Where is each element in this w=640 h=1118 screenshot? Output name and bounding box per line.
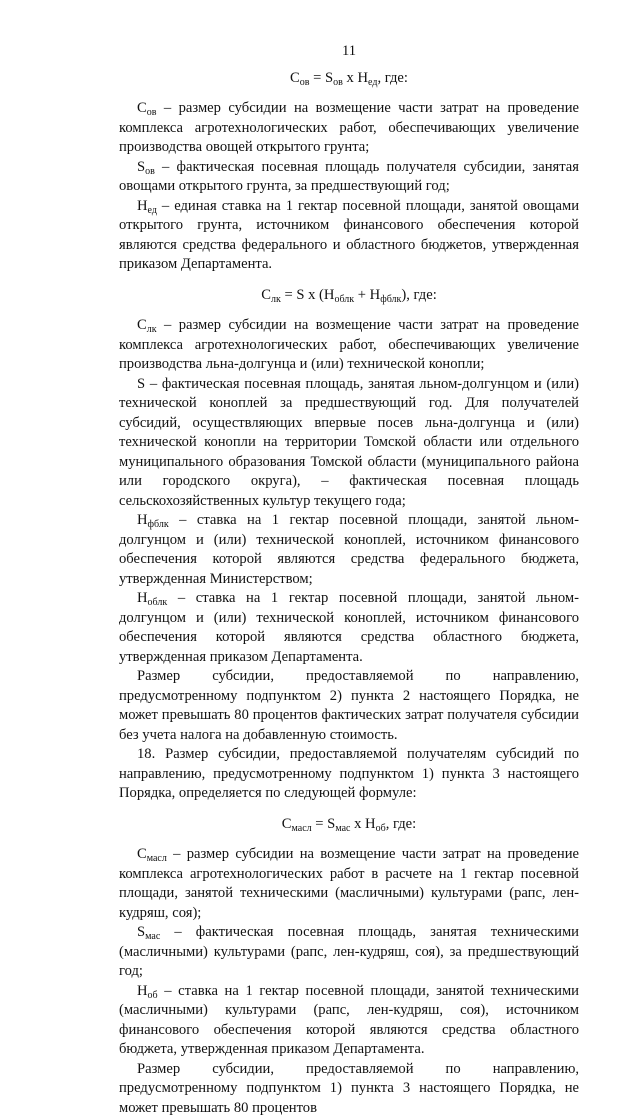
formula-vegetables: $С_{ов} = S_{ов}$ x $Н_{ед}$, где: [119, 69, 579, 89]
paragraph-limit-1: Размер субсидии, предоставляемой по направлению, предусмотренному подпунктом 2) пункта 2 настоящего Порядка, не может превышать 80 процентов фактических затрат получателя субсидии без учета налога на добавленную стоимость. [119, 667, 579, 745]
definition-s-mas: $S_{мас}$ – фактическая посевная площадь, занятая техническими (масличными) культурами (рапс, лен-кудряш, соя), за предшествующий год; [119, 923, 579, 982]
definition-c-ov: $С_{ов}$ – размер субсидии на возмещение части затрат на проведение комплекса агротехнологических работ, обеспечивающих увеличение производства овощей открытого грунта; [119, 99, 579, 158]
definition-h-fblk: $Н_{фблк}$ – ставка на 1 гектар посевной площади, занятой льном-долгунцом и (или) технической коноплей, источником финансового обеспечения которой являются средства федерального бюджета, утвержденная Министерством; [119, 511, 579, 589]
definition-s: S – фактическая посевная площадь, занятая льном-долгунцом и (или) технической коноплей за предшествующий год. Для получателей субсидий, осуществляющих впервые посев льна-долгунца и (или) технической конопли на территории Томской области или отдельного муниципального образования Томской области (муниципального района или городского округа), – фактическая посевная площадь сельскохозяйственных культур текущего года; [119, 375, 579, 512]
definition-h-ob: $Н_{об}$ – ставка на 1 гектар посевной площади, занятой техническими (масличными) культурами (рапс, лен-кудряш, соя), источником финансового обеспечения которой являются средства областного бюджета, утвержденная приказом Департамента. [119, 982, 579, 1060]
definition-c-masl: $С_{масл}$ – размер субсидии на возмещение части затрат на проведение комплекса агротехнологических работ в расчете на 1 гектар посевной площади, занятой техническими (масличными) культурами (рапс, лен-кудряш, соя); [119, 845, 579, 923]
paragraph-18: 18. Размер субсидии, предоставляемой получателям субсидий по направлению, предусмотренному подпунктом 1) пункта 3 настоящего Порядка, определяется по следующей формуле: [119, 745, 579, 804]
paragraph-limit-2: Размер субсидии, предоставляемой по направлению, предусмотренному подпунктом 1) пункта 3 настоящего Порядка, не может превышать 80 процентов [119, 1060, 579, 1118]
definition-s-ov: $S_{ов}$ – фактическая посевная площадь получателя субсидии, занятая овощами открытого грунта, за предшествующий год; [119, 158, 579, 197]
definition-c-lk: $С_{лк}$ – размер субсидии на возмещение части затрат на проведение комплекса агротехнологических работ, обеспечивающих увеличение производства льна-долгунца и (или) технической конопли; [119, 316, 579, 375]
formula-oilseeds: $С_{масл} = S_{мас}$ x $Н_{об}$, где: [119, 815, 579, 835]
definition-h-ed: $Н_{ед}$ – единая ставка на 1 гектар посевной площади, занятой овощами открытого грунта, источником финансового обеспечения которой являются средства федерального и областного бюджетов, утвержденная приказом Департамента. [119, 197, 579, 275]
definition-h-oblk: $Н_{облк}$ – ставка на 1 гектар посевной площади, занятой льном-долгунцом и (или) технической коноплей, источником финансового обеспечения которой являются средства областного бюджета, утвержденная приказом Департамента. [119, 589, 579, 667]
page-number: 11 [119, 42, 579, 62]
formula-flax: $С_{лк} = S$ x $(Н_{облк} + Н_{фблк})$, где: [119, 286, 579, 306]
